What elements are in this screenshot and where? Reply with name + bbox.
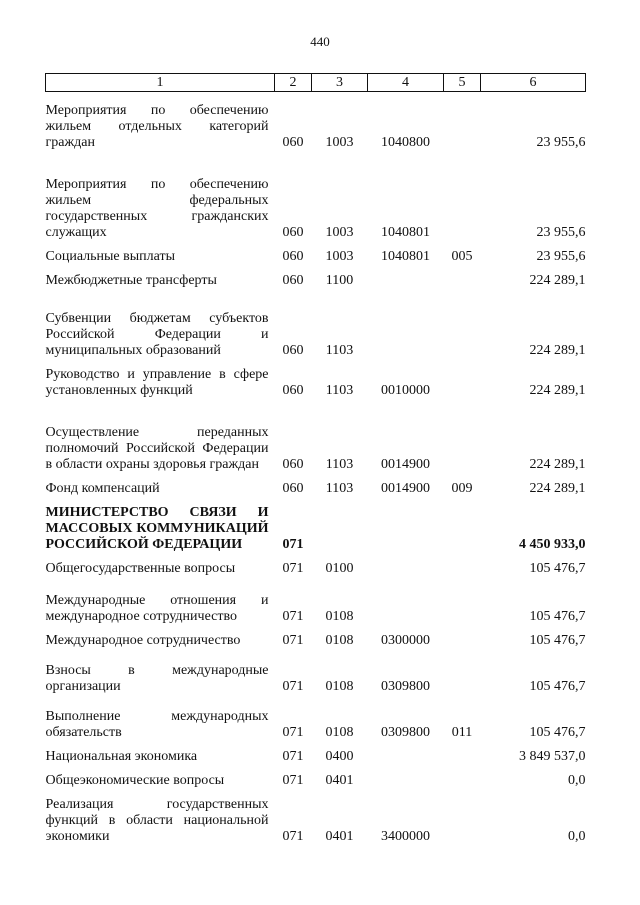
row-section-code: 1003 [325, 135, 354, 150]
budget-table [45, 73, 586, 848]
table-row [46, 652, 586, 698]
row-target-code: 0309800 [381, 725, 430, 740]
row-target-code: 0014900 [381, 481, 430, 496]
row-sum: 105 476,7 [529, 609, 586, 624]
row-target-code [368, 580, 444, 628]
table-row [46, 792, 586, 848]
row-expense-type-code [444, 580, 481, 628]
row-sum: 105 476,7 [529, 679, 586, 694]
table-row [46, 292, 586, 362]
table-row [46, 556, 586, 580]
table-row [46, 580, 586, 628]
row-name: МИНИСТЕРСТВО СВЯЗИ И МАССОВЫХ КОММУНИКАЦИЙ РОССИЙСКОЙ ФЕДЕРАЦИИ [45, 505, 269, 552]
table-row [46, 744, 586, 768]
row-target-code: 0014900 [381, 457, 430, 472]
row-target-code: 3400000 [381, 829, 430, 844]
row-sum: 105 476,7 [529, 561, 586, 576]
row-expense-type-code: 005 [451, 249, 473, 264]
column-header-4: 4 [368, 74, 444, 92]
row-section-code: 1100 [325, 273, 354, 288]
table-row [46, 244, 586, 268]
table-row [46, 98, 586, 154]
row-ministry-code: 071 [282, 679, 304, 694]
row-expense-type-code [444, 628, 481, 652]
table-body [46, 92, 586, 849]
row-name: Международные отношения и международное сотрудничество [45, 593, 269, 624]
row-target-code [368, 292, 444, 362]
row-target-code: 1040801 [381, 225, 430, 240]
row-expense-type-code [444, 500, 481, 556]
row-name: Мероприятия по обеспечению жильем федеральных государственных гражданских служащих [45, 177, 269, 240]
row-sum: 23 955,6 [536, 225, 586, 240]
row-name: Мероприятия по обеспечению жильем отдельных категорий граждан [45, 103, 269, 150]
column-header-3: 3 [312, 74, 368, 92]
row-sum: 23 955,6 [536, 135, 586, 150]
column-header-1: 1 [46, 74, 275, 92]
row-expense-type-code: 009 [451, 481, 473, 496]
table-row [46, 362, 586, 402]
row-sum: 4 450 933,0 [519, 537, 586, 552]
row-section-code [312, 500, 368, 556]
row-section-code: 0108 [325, 609, 354, 624]
row-expense-type-code [444, 792, 481, 848]
row-target-code: 0300000 [381, 633, 430, 648]
row-ministry-code: 071 [282, 725, 304, 740]
row-section-code: 0400 [325, 749, 354, 764]
table-row [46, 768, 586, 792]
row-expense-type-code: 011 [451, 725, 473, 740]
row-target-code: 1040800 [381, 135, 430, 150]
row-section-code: 1003 [325, 225, 354, 240]
row-expense-type-code [444, 154, 481, 244]
row-section-code: 1103 [325, 457, 354, 472]
row-ministry-code: 060 [282, 249, 304, 264]
row-section-code: 1103 [325, 383, 354, 398]
row-section-code: 0108 [325, 725, 354, 740]
row-name: Реализация государственных функций в области национальной экономики [45, 797, 269, 844]
row-expense-type-code [444, 768, 481, 792]
row-sum: 224 289,1 [529, 273, 586, 288]
row-name: Межбюджетные трансферты [45, 273, 217, 288]
row-sum: 0,0 [568, 829, 586, 844]
row-expense-type-code [444, 98, 481, 154]
row-expense-type-code [444, 362, 481, 402]
row-sum: 105 476,7 [529, 633, 586, 648]
column-header-2: 2 [275, 74, 312, 92]
row-expense-type-code [444, 268, 481, 292]
row-target-code [368, 744, 444, 768]
row-sum: 224 289,1 [529, 383, 586, 398]
row-ministry-code: 071 [282, 829, 304, 844]
row-section-code: 1103 [325, 481, 354, 496]
row-expense-type-code [444, 402, 481, 476]
row-target-code [368, 556, 444, 580]
table-row [46, 154, 586, 244]
table-row [46, 268, 586, 292]
row-ministry-code: 060 [282, 457, 304, 472]
row-target-code [368, 268, 444, 292]
table-row [46, 500, 586, 556]
table-row [46, 698, 586, 744]
row-target-code: 0309800 [381, 679, 430, 694]
row-target-code [368, 500, 444, 556]
row-ministry-code: 060 [282, 343, 304, 358]
row-ministry-code: 071 [282, 609, 304, 624]
table-row [46, 402, 586, 476]
row-ministry-code: 060 [282, 383, 304, 398]
row-name: Руководство и управление в сфере установленных функций [45, 367, 269, 398]
row-expense-type-code [444, 744, 481, 768]
row-sum: 105 476,7 [529, 725, 586, 740]
row-ministry-code: 060 [282, 135, 304, 150]
row-ministry-code: 071 [282, 773, 304, 788]
row-sum: 23 955,6 [536, 249, 586, 264]
row-expense-type-code [444, 556, 481, 580]
row-ministry-code: 060 [282, 481, 304, 496]
row-expense-type-code [444, 652, 481, 698]
table-row [46, 476, 586, 500]
row-name: Общеэкономические вопросы [45, 773, 225, 788]
row-sum: 224 289,1 [529, 343, 586, 358]
row-section-code: 1103 [325, 343, 354, 358]
row-name: Общегосударственные вопросы [45, 561, 236, 576]
header-row [46, 74, 586, 92]
row-ministry-code: 060 [282, 225, 304, 240]
row-section-code: 0401 [325, 773, 354, 788]
row-name: Взносы в международные организации [45, 663, 269, 694]
row-target-code [368, 768, 444, 792]
row-ministry-code: 071 [282, 561, 304, 576]
table-row [46, 628, 586, 652]
column-header-6: 6 [481, 74, 586, 92]
page-number: 440 [310, 34, 330, 49]
row-sum: 0,0 [568, 773, 586, 788]
row-sum: 224 289,1 [529, 481, 586, 496]
row-name: Субвенции бюджетам субъектов Российской Федерации и муниципальных образований [45, 311, 269, 358]
column-header-5: 5 [444, 74, 481, 92]
row-sum: 3 849 537,0 [519, 749, 586, 764]
row-ministry-code: 071 [282, 749, 304, 764]
row-name: Фонд компенсаций [45, 481, 160, 496]
row-section-code: 0108 [325, 679, 354, 694]
row-sum: 224 289,1 [529, 457, 586, 472]
row-name: Социальные выплаты [45, 249, 176, 264]
row-ministry-code: 071 [282, 537, 304, 552]
row-ministry-code: 071 [282, 633, 304, 648]
row-name: Международное сотрудничество [45, 633, 241, 648]
row-name: Осуществление переданных полномочий Российской Федерации в области охраны здоровья граждан [45, 425, 269, 472]
row-ministry-code: 060 [282, 273, 304, 288]
row-expense-type-code [444, 292, 481, 362]
row-target-code: 0010000 [381, 383, 430, 398]
row-section-code: 0401 [325, 829, 354, 844]
row-name: Национальная экономика [45, 749, 198, 764]
row-section-code: 1003 [325, 249, 354, 264]
row-section-code: 0108 [325, 633, 354, 648]
row-name: Выполнение международных обязательств [45, 709, 269, 740]
row-target-code: 1040801 [381, 249, 430, 264]
row-section-code: 0100 [325, 561, 354, 576]
